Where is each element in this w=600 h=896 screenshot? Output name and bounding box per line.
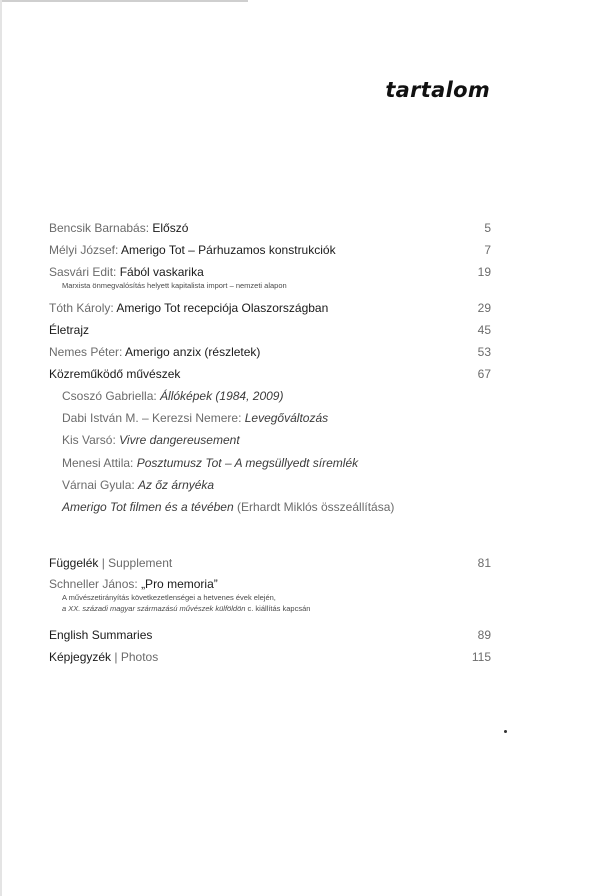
artist-work: Az őz árnyéka [138, 478, 215, 492]
artist-work: Állóképek (1984, 2009) [160, 389, 284, 403]
left-page-edge [0, 0, 2, 896]
toc-author: Tóth Károly: [49, 301, 117, 315]
toc-entry[interactable] [49, 221, 491, 236]
toc-page-number: 45 [477, 323, 491, 337]
artist-work-credit: (Erhardt Miklós összeállítása) [233, 500, 395, 514]
toc-title: Fából vaskarika [119, 265, 204, 279]
toc-entry[interactable] [49, 628, 491, 643]
toc-separator: | [98, 556, 109, 570]
toc-page-number: 81 [477, 556, 491, 570]
toc-author: Bencsik Barnabás: [49, 221, 153, 235]
toc-page-number: 5 [484, 221, 491, 235]
toc-subtitle-note [62, 603, 491, 614]
artist-work: Vivre dangereusement [119, 433, 240, 447]
toc-page-number: 115 [471, 650, 491, 664]
artist-name: Várnai Gyula: [62, 478, 139, 492]
toc-entry[interactable] [49, 243, 491, 258]
artist-entry[interactable] [62, 478, 504, 493]
toc-title: Előszó [152, 221, 189, 235]
toc-entry[interactable] [49, 367, 491, 382]
artist-entry[interactable] [62, 389, 504, 404]
artist-entry[interactable] [62, 411, 504, 426]
toc-entry[interactable] [49, 323, 491, 338]
page-title: tartalom [385, 78, 490, 102]
toc-page-number: 7 [484, 243, 491, 257]
toc-entry[interactable] [49, 650, 491, 665]
toc-title-english: Photos [120, 650, 159, 664]
artist-entry[interactable] [62, 433, 504, 448]
toc-author: Mélyi József: [49, 243, 122, 257]
artist-work: Posztumusz Tot – A megsüllyedt síremlék [136, 456, 359, 470]
toc-subtitle-note: Marxista önmegvalósítás helyett kapitalista import – nemzeti alapon [62, 281, 287, 290]
note-italic-part: a XX. századi magyar származású művészek külföldön [62, 604, 246, 613]
toc-entry[interactable] [49, 577, 491, 614]
artist-work: Levegőváltozás [244, 411, 329, 425]
toc-author: Nemes Péter: [49, 345, 126, 359]
toc-author: Sasvári Edit: [49, 265, 120, 279]
toc-page-number: 19 [477, 265, 491, 279]
toc-title: Képjegyzék [49, 650, 112, 664]
toc-separator: | [111, 650, 121, 664]
toc-title: Életrajz [49, 323, 90, 337]
toc-page-number: 67 [477, 367, 491, 381]
toc-page-number: 29 [477, 301, 491, 315]
toc-entry[interactable] [49, 345, 491, 360]
top-rule [0, 0, 248, 2]
artist-name: Kis Varsó: [62, 433, 120, 447]
artist-name: Menesi Attila: [62, 456, 137, 470]
toc-title-english: Supplement [108, 556, 173, 570]
note-rest: c. kiállítás kapcsán [245, 604, 311, 613]
toc-entry[interactable] [49, 265, 491, 291]
artist-name: Csoszó Gabriella: [62, 389, 161, 403]
toc-title: Amerigo anzix (részletek) [125, 345, 261, 359]
toc-page-number: 89 [477, 628, 491, 642]
toc-page-number: 53 [477, 345, 491, 359]
toc-title: Függelék [49, 556, 99, 570]
toc-title: Amerigo Tot – Párhuzamos konstrukciók [121, 243, 336, 257]
toc-title: „Pro memoria” [141, 577, 218, 591]
artist-work: Amerigo Tot filmen és a tévében [62, 500, 234, 514]
toc-subtitle-note: A művészetirányítás következetlenségei a hetvenes évek elején, [62, 593, 276, 602]
artist-entry[interactable] [62, 456, 504, 471]
toc-title: Amerigo Tot recepciója Olaszországban [116, 301, 329, 315]
toc-title: Közreműködő művészek [49, 367, 181, 381]
toc-entry[interactable] [49, 301, 491, 316]
toc-title: English Summaries [49, 628, 153, 642]
toc-author: Schneller János: [49, 577, 142, 591]
page-mark [504, 730, 507, 733]
toc-entry[interactable] [49, 556, 491, 571]
artist-entry[interactable] [62, 500, 504, 515]
artist-name: Dabi István M. – Kerezsi Nemere: [62, 411, 245, 425]
